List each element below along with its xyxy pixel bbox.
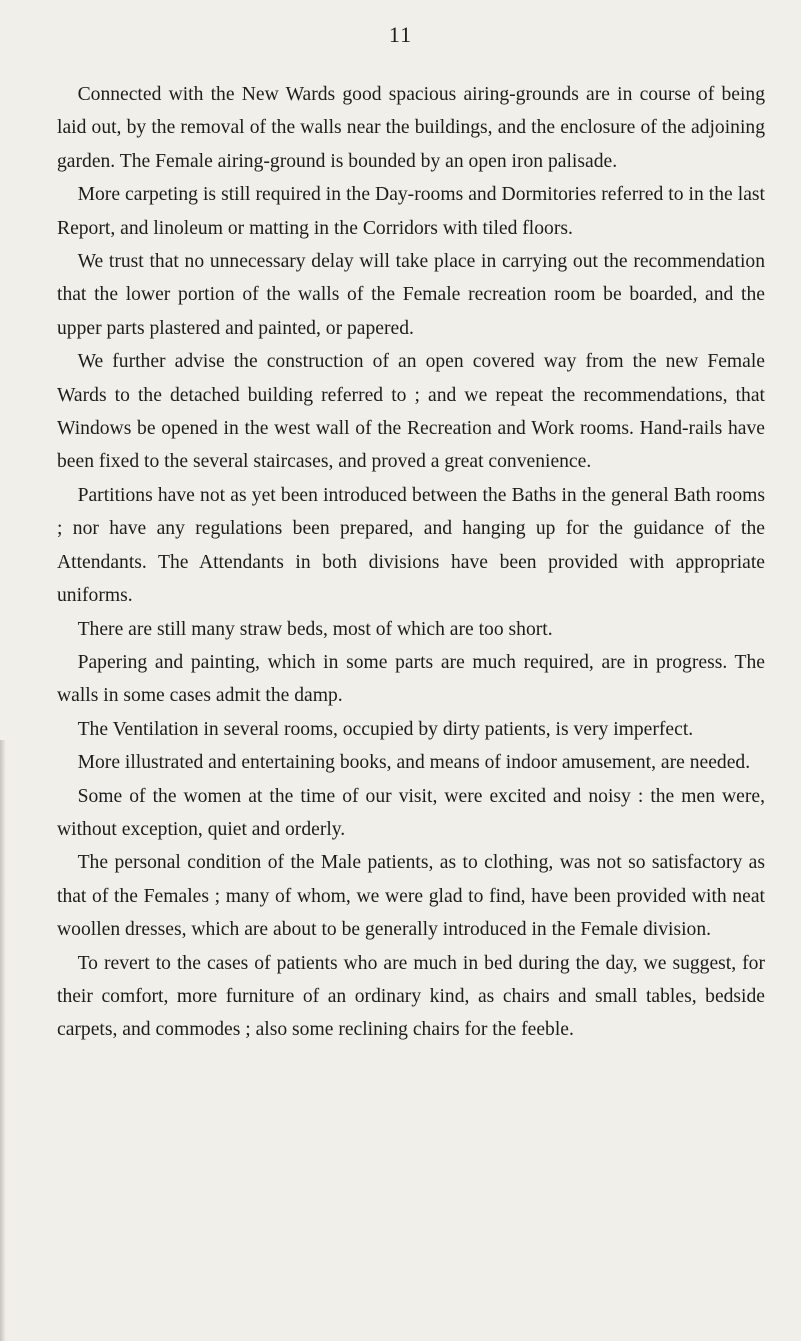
paragraph-ventilation: The Ventilation in several rooms, occupied by dirty patients, is very imperfect. xyxy=(77,718,694,740)
paragraph-furniture: To revert to the cases of patients who are much in bed during the day, we suggest, for their comfort, more furniture of an ordinary kind, as chairs and small tables, bedside carpets, and commodes ; also some reclining chairs for the feeble. xyxy=(57,952,765,1041)
paragraph-straw-beds: There are still many straw beds, most of which are too short. xyxy=(77,618,553,640)
page-edge-shadow xyxy=(0,740,6,1341)
body-text xyxy=(57,78,765,1047)
paragraph-covered-way: We further advise the construction of an open covered way from the new Female Wards to the detached building referred to ; and we repeat the recommendations, that Windows be opened in the west wall of the Recreation and Work rooms. Hand-rails have been fixed to the several staircases, and proved a great convenience. xyxy=(57,351,765,473)
paragraph-carpeting: More carpeting is still required in the Day-rooms and Dormitories referred to in the last Report, and linoleum or matting in the Corridors with tiled floors. xyxy=(57,184,765,239)
paragraph-books: More illustrated and entertaining books, and means of indoor amusement, are needed. xyxy=(77,752,751,774)
paragraph-airing-grounds: Connected with the New Wards good spacious airing-grounds are in course of being laid out, by the removal of the walls near the buildings, and the enclosure of the adjoining garden. The Female airing-ground is bounded by an open iron palisade. xyxy=(57,84,765,172)
paragraph-women-visit: Some of the women at the time of our visit, were excited and noisy : the men were, without exception, quiet and orderly. xyxy=(57,785,765,840)
paragraph-clothing: The personal condition of the Male patients, as to clothing, was not so satisfactory as that of the Females ; many of whom, we were glad to find, have been provided with neat woollen dresses, which are about to be generally introduced in the Female division. xyxy=(57,852,765,941)
paragraph-partitions: Partitions have not as yet been introduced between the Baths in the general Bath rooms ; nor have any regulations been prepared, and hanging up for the guidance of the Attendants. The Attendants in both divisions have been provided with appropriate uniforms. xyxy=(57,484,765,607)
paragraph-recreation-room: We trust that no unnecessary delay will take place in carrying out the recommendation that the lower portion of the walls of the Female recreation room be boarded, and the upper parts plastered and painted, or papered. xyxy=(57,251,765,339)
page-number: 11 xyxy=(388,22,413,47)
paragraph-papering: Papering and painting, which in some parts are much required, are in progress. The walls in some cases admit the damp. xyxy=(57,651,765,707)
